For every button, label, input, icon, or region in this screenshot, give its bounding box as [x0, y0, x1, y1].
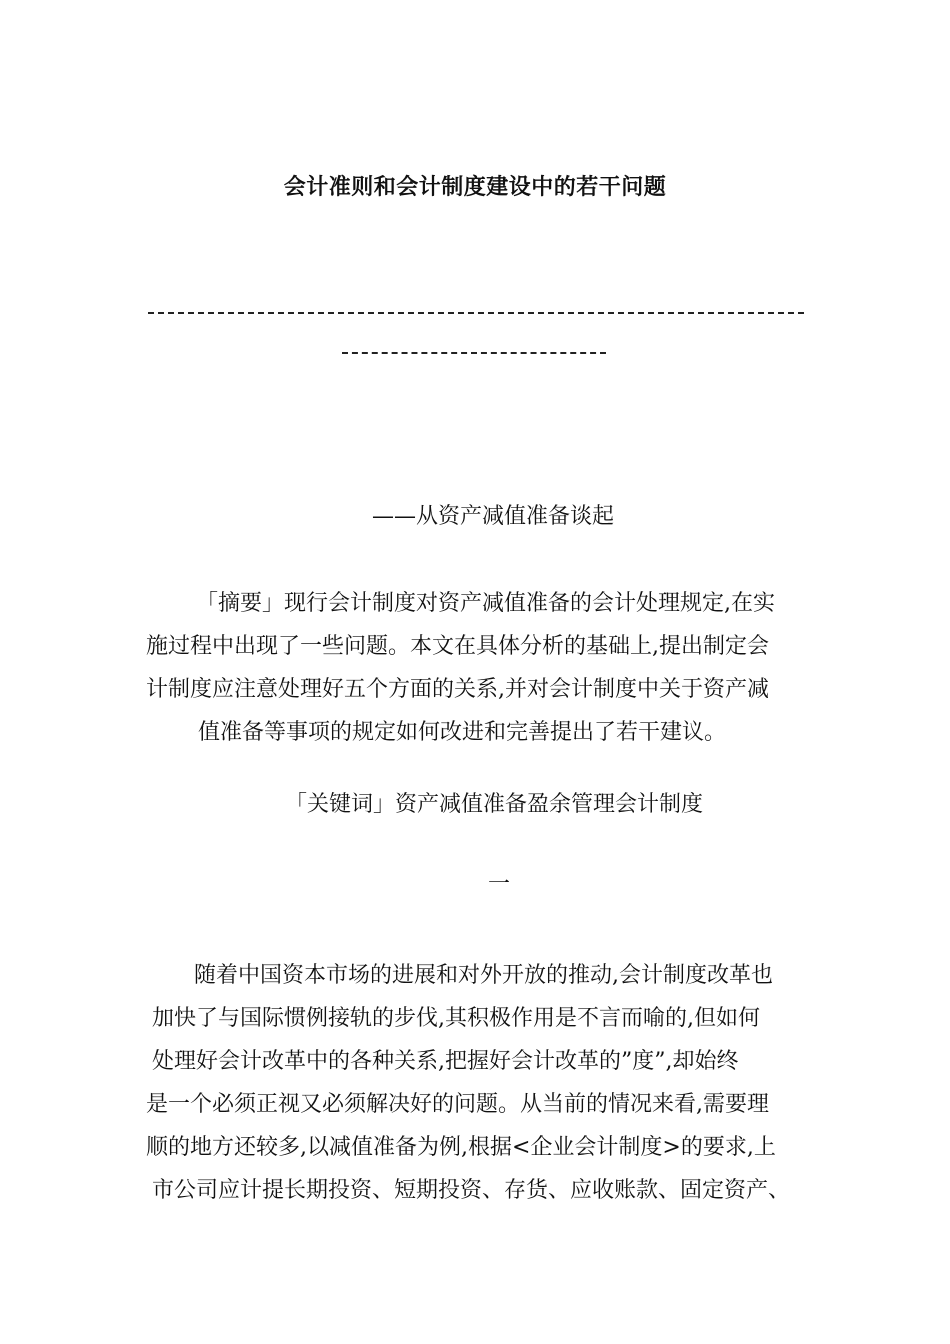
abstract-paragraph [146, 582, 806, 754]
abstract-line: 「摘要」现行会计制度对资产减值准备的会计处理规定,在实 [196, 591, 775, 616]
abstract-line: 计制度应注意处理好五个方面的关系,并对会计制度中关于资产减 [146, 677, 769, 702]
abstract-line: 施过程中出现了一些问题。本文在具体分析的基础上,提出制定会 [146, 634, 769, 659]
dashed-separator-short [342, 352, 606, 354]
document-subtitle: ——从资产减值准备谈起 [372, 504, 615, 529]
body-line: 加快了与国际惯例接轨的步伐,其积极作用是不言而喻的,但如何 [152, 1006, 760, 1031]
document-title: 会计准则和会计制度建设中的若干问题 [283, 175, 667, 200]
body-line: 随着中国资本市场的进展和对外开放的推动,会计制度改革也 [194, 963, 773, 988]
keywords-line: 「关键词」资产减值准备盈余管理会计制度 [285, 792, 704, 817]
body-line: 处理好会计改革中的各种关系,把握好会计改革的”度”,却始终 [152, 1049, 739, 1074]
body-line: 市公司应计提长期投资、短期投资、存货、应收账款、固定资产、 [152, 1178, 791, 1203]
abstract-line: 值准备等事项的规定如何改进和完善提出了若干建议。 [198, 720, 727, 745]
section-number: 一 [488, 872, 511, 897]
body-paragraph [146, 954, 806, 1212]
body-line: 顺的地方还较多,以减值准备为例,根据<企业会计制度>的要求,上 [146, 1135, 776, 1160]
body-line: 是一个必须正视又必须解决好的问题。从当前的情况来看,需要理 [146, 1092, 769, 1117]
dashed-separator-long [148, 312, 804, 314]
